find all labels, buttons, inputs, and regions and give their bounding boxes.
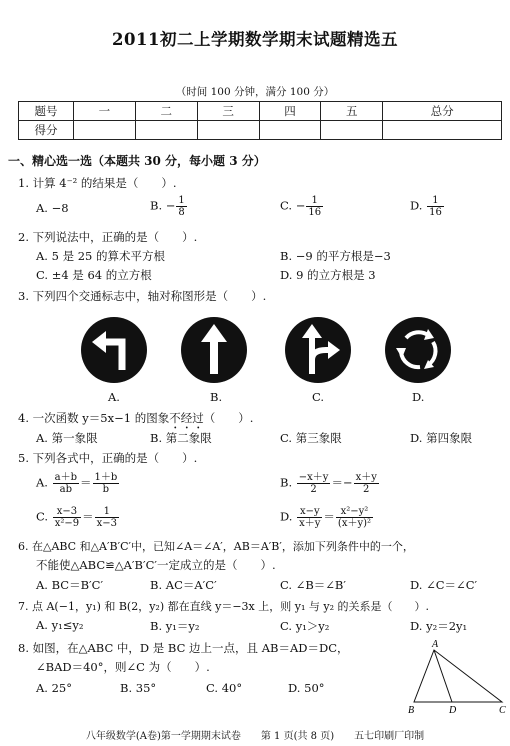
q7-option-a: A. y₁≤y₂ bbox=[36, 618, 84, 632]
figure-label-c: C bbox=[499, 705, 506, 716]
q8-option-d: D. 50° bbox=[288, 681, 325, 695]
turn-left-sign-icon bbox=[80, 316, 148, 384]
q3-option-b: B. bbox=[210, 390, 223, 404]
figure-label-b: B bbox=[408, 705, 415, 716]
score-header-cell: 总分 bbox=[383, 102, 502, 121]
exam-info: （时间 100 分钟，满分 100 分） bbox=[175, 86, 335, 98]
q8-option-a: A. 25° bbox=[36, 681, 72, 695]
question-8-stem-line2: ∠BAD＝40°，则∠C 为（ ）. bbox=[36, 660, 210, 674]
q4-option-d: D. 第四象限 bbox=[410, 431, 473, 445]
q6-option-d: D. ∠C＝∠C′ bbox=[410, 578, 478, 592]
q8-option-c: C. 40° bbox=[206, 681, 243, 695]
q7-option-c: C. y₁＞y₂ bbox=[280, 619, 330, 633]
q1-option-b: B. − $\frac{1}{8}$ bbox=[150, 195, 185, 218]
score-cell bbox=[135, 121, 197, 140]
page-title: 2011初二上学期数学期末试题精选五 bbox=[112, 30, 398, 49]
q7-option-b: B. y₁＝y₂ bbox=[150, 619, 200, 633]
q4-option-a: A. 第一象限 bbox=[36, 431, 98, 445]
q2-option-d: D. 9 的立方根是 3 bbox=[280, 268, 376, 282]
question-6-stem-line1: 6. 在△ABC 和△A′B′C′中，已知∠A＝∠A′，AB＝A′B′，添加下列条件中的一个， bbox=[18, 540, 414, 553]
q2-option-a: A. 5 是 25 的算术平方根 bbox=[36, 249, 166, 263]
page-footer: 八年级数学(A卷)第一学期期末试卷 第 1 页(共 8 页) 五七印刷厂印制 bbox=[85, 731, 425, 742]
q2-option-b: B. −9 的平方根是−3 bbox=[280, 249, 391, 263]
q6-option-b: B. AC＝A′C′ bbox=[150, 578, 217, 592]
score-row-label: 得分 bbox=[19, 121, 74, 140]
q1-option-c: C. − $\frac{1}{16}$ bbox=[280, 195, 322, 218]
q1-option-a: A. −8 bbox=[36, 201, 69, 215]
question-3-stem: 3. 下列四个交通标志中，轴对称图形是（ ）. bbox=[18, 289, 267, 303]
q6-option-c: C. ∠B＝∠B′ bbox=[280, 578, 346, 592]
question-2-stem: 2. 下列说法中，正确的是（ ）. bbox=[18, 230, 198, 244]
section-heading: 一、精心选一选（本题共 30 分，每小题 3 分） bbox=[8, 154, 266, 168]
score-cell bbox=[197, 121, 259, 140]
score-cell bbox=[74, 121, 136, 140]
roundabout-sign-icon bbox=[384, 316, 452, 384]
score-cell bbox=[321, 121, 383, 140]
question-6-stem-line2: 不能使△ABC≌△A′B′C′一定成立的是（ ）. bbox=[36, 558, 276, 572]
q7-option-d: D. y₂＝2y₁ bbox=[410, 619, 468, 633]
triangle-figure bbox=[400, 638, 508, 716]
q5-option-a: A. $\frac{a+b}{ab}$ ＝ $\frac{1+b}{b}$ bbox=[36, 472, 118, 495]
score-header-cell: 题号 bbox=[19, 102, 74, 121]
q3-option-c: C. bbox=[312, 390, 325, 404]
straight-sign-icon bbox=[180, 316, 248, 384]
q3-option-a: A. bbox=[108, 390, 120, 404]
figure-label-d: D bbox=[449, 705, 457, 716]
score-table-score-row bbox=[19, 121, 502, 140]
q5-option-c: C. $\frac{x-3}{\text{x²−9}}$ ＝ $\frac{1}{x-3}$ bbox=[36, 506, 117, 529]
score-cell bbox=[383, 121, 502, 140]
question-1-stem: 1. 计算 4⁻² 的结果是（ ）. bbox=[18, 176, 177, 190]
score-header-cell: 五 bbox=[321, 102, 383, 121]
question-7-stem: 7. 点 A(−1，y₁) 和 B(2，y₂) 都在直线 y＝−3x 上，则 y₁ 与 y₂ 的关系是（ ）. bbox=[18, 600, 429, 613]
question-4-stem: 4. 一次函数 y＝5x−1 的图象不经过（ ）. bbox=[18, 411, 254, 425]
score-header-cell: 一 bbox=[74, 102, 136, 121]
straight-or-right-sign-icon bbox=[284, 316, 352, 384]
q6-option-a: A. BC＝B′C′ bbox=[36, 578, 104, 592]
question-8-stem-line1: 8. 如图，在△ABC 中，D 是 BC 边上一点，且 AB＝AD＝DC， bbox=[18, 641, 349, 655]
q1-option-d: D. $\frac{1}{16}$ bbox=[410, 195, 442, 218]
question-5-stem: 5. 下列各式中，正确的是（ ）. bbox=[18, 451, 198, 465]
q3-option-d: D. bbox=[412, 390, 425, 404]
score-table bbox=[18, 101, 502, 140]
score-header-cell: 四 bbox=[259, 102, 321, 121]
score-cell bbox=[259, 121, 321, 140]
q5-option-b: B. $\frac{-x+y}{2}$ ＝− $\frac{x+y}{2}$ bbox=[280, 472, 377, 495]
q2-option-c: C. ±4 是 64 的立方根 bbox=[36, 268, 152, 282]
q8-option-b: B. 35° bbox=[120, 681, 157, 695]
figure-label-a: A bbox=[432, 639, 439, 650]
score-table-header-row bbox=[19, 102, 502, 121]
q5-option-d: D. $\frac{x-y}{x+y}$ ＝ $\frac{\text{x²−y²}}{\text{(x＋y)²}}$ bbox=[280, 506, 372, 529]
q4-option-b: B. 第二象限 bbox=[150, 431, 212, 445]
score-header-cell: 三 bbox=[197, 102, 259, 121]
q4-option-c: C. 第三象限 bbox=[280, 431, 342, 445]
score-header-cell: 二 bbox=[135, 102, 197, 121]
